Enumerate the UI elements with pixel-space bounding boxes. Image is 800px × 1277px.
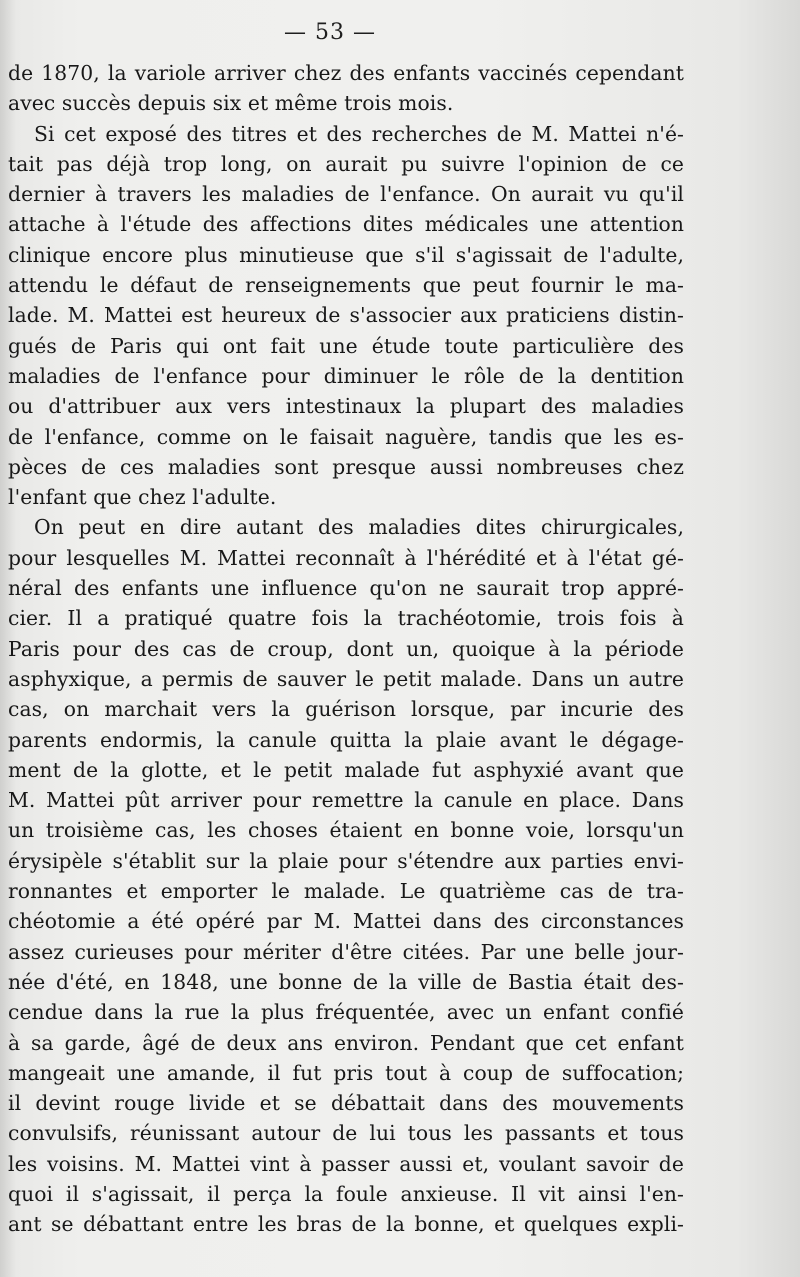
text-line: attache à l'étude des affections dites médicales une attention [8, 212, 684, 237]
text-line: Paris pour des cas de croup, dont un, quoique à la période [8, 636, 684, 661]
text-line: érysipèle s'établit sur la plaie pour s'étendre aux parties envi- [8, 848, 684, 873]
text-line: convulsifs, réunissant autour de lui tous les passants et tous [8, 1121, 684, 1146]
text-line: ou d'attribuer aux vers intestinaux la plupart des maladies [8, 394, 684, 419]
text-line: parents endormis, la canule quitta la plaie avant le dégage- [8, 727, 684, 752]
text-line: de l'enfance, comme on le faisait naguère, tandis que les es- [8, 424, 684, 449]
text-line: chéotomie a été opéré par M. Mattei dans des circonstances [8, 909, 684, 934]
text-line: gués de Paris qui ont fait une étude toute particulière des [8, 333, 684, 358]
text-line: de 1870, la variole arriver chez des enfants vaccinés cependant [8, 61, 684, 85]
text-line: cendue dans la rue la plus fréquentée, avec un enfant confié [8, 1000, 684, 1025]
text-line: les voisins. M. Mattei vint à passer aussi et, voulant savoir de [8, 1151, 684, 1176]
text-line: attendu le défaut de renseignements que peut fournir le ma- [8, 273, 684, 298]
text-line: à sa garde, âgé de deux ans environ. Pendant que cet enfant [8, 1030, 684, 1055]
text-line: assez curieuses pour mériter d'être citées. Par une belle jour- [8, 939, 684, 964]
text-line: clinique encore plus minutieuse que s'il s'agissait de l'adulte, [8, 242, 684, 267]
text-line: l'enfant que chez l'adulte. [8, 485, 277, 510]
text-line: cas, on marchait vers la guérison lorsque, par incurie des [8, 697, 684, 722]
text-line: dernier à travers les maladies de l'enfance. On aurait vu qu'il [8, 182, 684, 207]
text-line: quoi il s'agissait, il perça la foule anxieuse. Il vit ainsi l'en- [8, 1181, 684, 1206]
text-line: pèces de ces maladies sont presque aussi nombreuses chez [8, 454, 684, 479]
text-line: cier. Il a pratiqué quatre fois la trachéotomie, trois fois à [8, 606, 684, 631]
text-line: maladies de l'enfance pour diminuer le rôle de la dentition [8, 363, 684, 388]
body-text [8, 58, 684, 1240]
text-line: ronnantes et emporter le malade. Le quatrième cas de tra- [8, 879, 684, 904]
text-line: ment de la glotte, et le petit malade fut asphyxié avant que [8, 757, 684, 782]
text-line: pour lesquelles M. Mattei reconnaît à l'hérédité et à l'état gé- [8, 545, 684, 570]
text-line: On peut en dire autant des maladies dites chirurgicales, [34, 515, 684, 540]
text-line: néral des enfants une influence qu'on ne saurait trop appré- [8, 576, 684, 601]
page-number: — 53 — [284, 20, 376, 45]
text-line: Si cet exposé des titres et des recherches de M. Mattei n'é- [34, 121, 684, 146]
text-line: née d'été, en 1848, une bonne de la ville de Bastia était des- [8, 969, 684, 994]
text-line: mangeait une amande, il fut pris tout à coup de suffocation; [8, 1060, 684, 1085]
text-line: tait pas déjà trop long, on aurait pu suivre l'opinion de ce [8, 151, 684, 176]
text-line: M. Mattei pût arriver pour remettre la canule en place. Dans [8, 788, 684, 813]
text-line: avec succès depuis six et même trois mois. [8, 91, 454, 116]
text-line: lade. M. Mattei est heureux de s'associer aux praticiens distin- [8, 303, 684, 328]
text-line: ant se débattant entre les bras de la bonne, et quelques expli- [8, 1212, 684, 1237]
text-line: asphyxique, a permis de sauver le petit malade. Dans un autre [8, 666, 684, 691]
text-line: il devint rouge livide et se débattait dans des mouvements [8, 1091, 684, 1116]
text-line: un troisième cas, les choses étaient en bonne voie, lorsqu'un [8, 818, 684, 843]
